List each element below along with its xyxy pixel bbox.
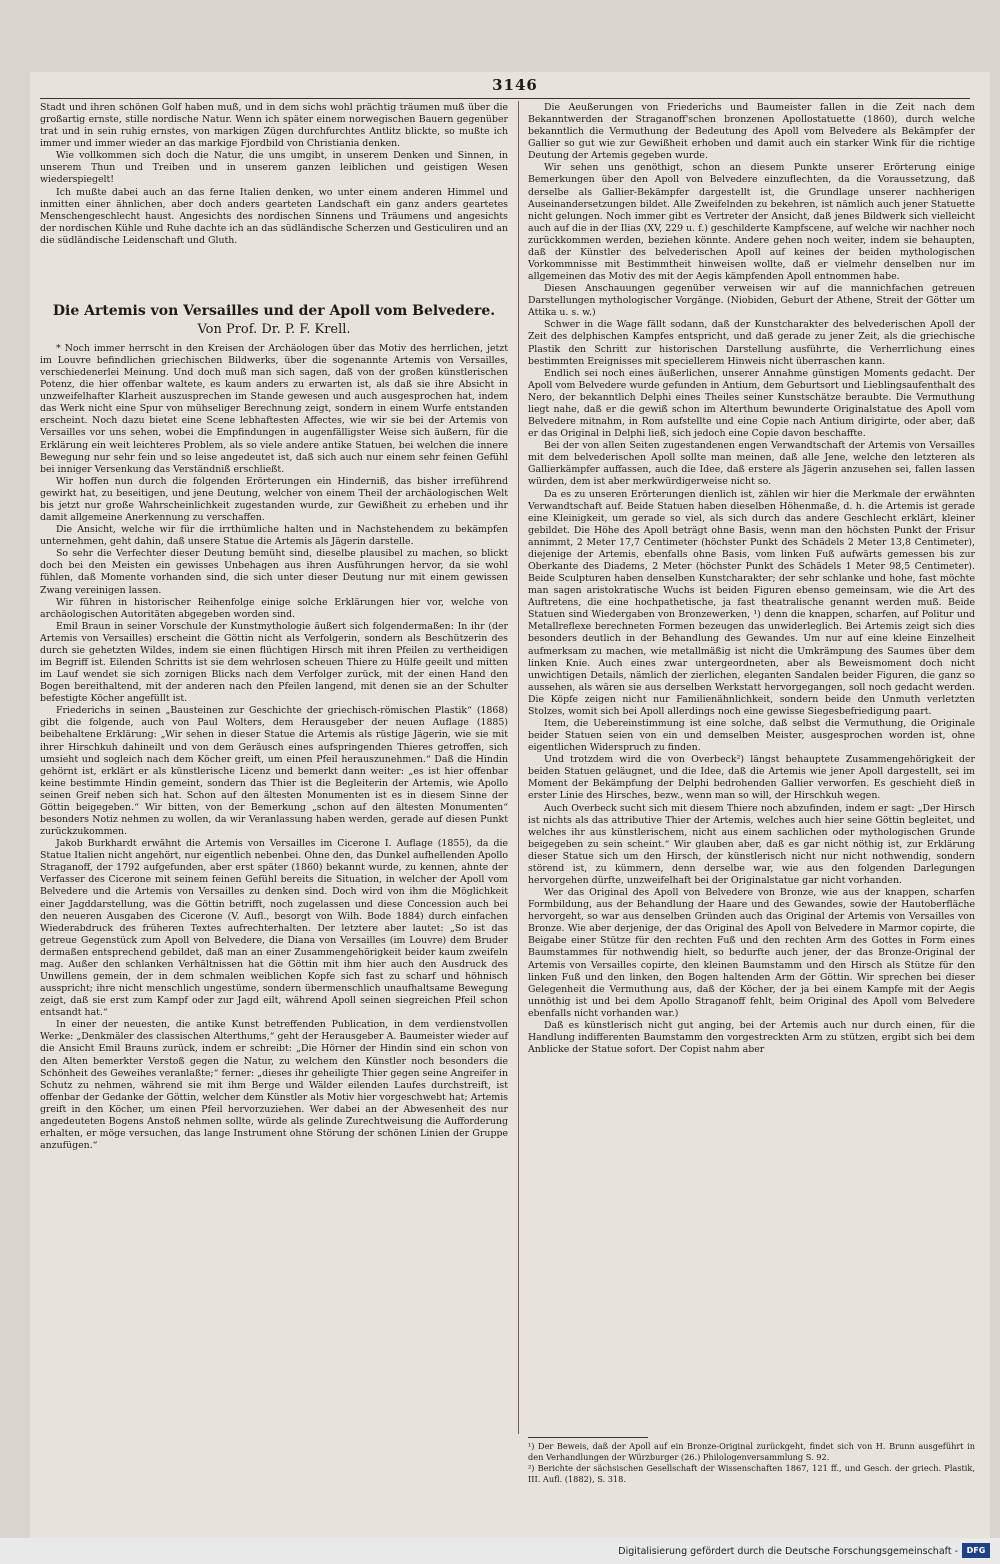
paragraph: Jakob Burkhardt erwähnt die Artemis von Versailles im Cicerone I. Auflage (1855), da die Statue Italien nicht angehört, nur eigentlich nebenbei. Ohne den, das Dunkel aufhellenden Apollo Straganoff, der 1792 aufgefunden, aber erst später (1860) bekannt wurde, zu kennen, ahnte der Verfasser des Cicerone mit seinem feinen Gefühl bereits die Situation, in welcher der Apoll vom Belvedere und die Artemis von Versailles zu denken sind. Doch wird von ihm die Möglichkeit einer Jagddarstellung, was die Göttin betrifft, noch zugelassen und diese Concession auch bei den neueren Ausgaben des Cicerone (V. Aufl., besorgt von Wilh. Bode 1884) durch einfachen Wiederabdruck des früheren Textes aufrechterhalten. Der letztere aber lautet: „So ist das getreue Gegenstück zum Apoll von Belvedere, die Diana von Versailles (im Louvre) dem Bruder dermaßen entsprechend gebildet, daß man an einer Zusammengehörigkeit beider kaum zweifeln mag. Außer den schlanken Verhältnissen hat die Göttin mit ihm hier auch den Ausdruck des Unwillens gemein, der in dem schmalen weiblichen Kopfe sich fast zu scharf und höhnisch ausspricht; ihre nicht menschlich ungestüme, sondern übermenschlich unaufhaltsame Bewegung zeigt, daß sie erst zum Kampf oder zur Jagd eilt, während Apoll seinen siegreichen Pfeil schon entsandt hat.“ [40, 838, 508, 1019]
paragraph: Wir führen in historischer Reihenfolge einige solche Erklärungen hier vor, welche von archäologischen Autoritäten abgegeben worden sind. [40, 596, 508, 620]
article-author: Von Prof. Dr. P. F. Krell. [197, 321, 351, 337]
paragraph: Die Ansicht, welche wir für die irrthümliche halten und in Nachstehendem zu bekämpfen unternehmen, geht dahin, daß unsere Statue die Artemis als Jägerin darstelle. [40, 524, 508, 548]
paragraph: Endlich sei noch eines äußerlichen, unserer Annahme günstigen Moments gedacht. Der Apoll vom Belvedere wurde gefunden in Antium, dem Geburtsort und Lieblingsaufenthalt des Nero, der bekanntlich Delphi eines Theiles seiner Kunstschätze beraubte. Die Vermuthung liegt nahe, daß er die gewiß schon im Alterthum bewunderte Originalstatue des Apoll vom Belvedere mitnahm, in Rom aufstellte und eine Copie nach Antium dirigirte, oder aber, daß er das Original in Delphi ließ, sich jedoch eine Copie davon beschaffte. [528, 367, 975, 440]
paragraph: Item, die Uebereinstimmung ist eine solche, daß selbst die Vermuthung, die Originale beider Statuen seien von ein und demselben Meister, ausgesprochen worden ist, ohne eigentlichen Widerspruch zu finden. [528, 717, 975, 754]
paragraph: Wer das Original des Apoll von Belvedere von Bronze, wie aus der knappen, scharfen Formbildung, aus der Behandlung der Haare und des Gewandes, sowie der Hautoberfläche hervorgeht, so war aus denselben Gründen auch das Original der Artemis von Versailles von Bronze. Wie aber derjenige, der das Original des Apoll von Belvedere in Marmor copirte, die Beigabe einer Stütze für den rechten Fuß und den rechten Arm des Gottes in Form eines Baumstammes für nothwendig hielt, so bedurfte auch jener, der das Bronze-Original der Artemis von Versailles copirte, den kleinen Baumstamm und den Hirsch als Stütze für den linken Fuß und den linken, den Bogen haltenden Arm der Göttin. Wir sprechen bei dieser Gelegenheit die Vermuthung aus, daß der Köcher, der ja bei einem Kampfe mit der Aegis unnöthig ist und bei dem Apollo Straganoff fehlt, beim Original des Apoll vom Belvedere ebenfalls nicht vorhanden war.) [528, 887, 975, 1019]
paragraph: Stadt und ihren schönen Golf haben muß, und in dem sichs wohl prächtig träumen muß über die großartig ernste, stille nordische Natur. Wenn ich später einem norwegischen Bauern gegenüber trat und in sein ruhig ernstes, von markigen Zügen durchfurchtes Antlitz blickte, so mußte ich immer und immer wieder an das markige Fjordbild von Christiania denken. [40, 102, 508, 150]
header-rule [40, 98, 970, 99]
footnote: ¹) Der Beweis, daß der Apoll auf ein Bronze-Original zurückgeht, findet sich von H. Brunn ausgeführt in den Verhandlungen der Würzburger (26.) Philologenversammlung S. 92. [528, 1441, 975, 1462]
left-column [40, 102, 508, 1152]
footnotes [528, 1441, 975, 1485]
article-title: Die Artemis von Versailles und der Apoll vom Belvedere. [52, 302, 496, 319]
right-column [528, 102, 975, 1056]
paragraph: Daß es künstlerisch nicht gut anging, bei der Artemis auch nur durch einen, für die Handlung indifferenten Baumstamm den vorgestreckten Arm zu stützen, ergibt sich bei dem Anblicke der Statue sofort. Der Copist nahm aber [528, 1019, 975, 1056]
footnote: ²) Berichte der sächsischen Gesellschaft der Wissenschaften 1867, 121 ff., und Gesch. der griech. Plastik, III. Aufl. (1882), S. 318. [528, 1463, 975, 1484]
section-gap [40, 247, 508, 303]
paragraph: So sehr die Verfechter dieser Deutung bemüht sind, dieselbe plausibel zu machen, so blickt doch bei den Meisten ein gewisses Unbehagen aus ihren Ausführungen hervor, da sie wohl fühlen, daß Momente vorhanden sind, die sich unter dieser Deutung nur mit einem gewissen Zwang vereinigen lassen. [40, 548, 508, 596]
paragraph: Schwer in die Wage fällt sodann, daß der Kunstcharakter des belvederischen Apoll der Zeit des delphischen Kampfes entspricht, und daß gerade zu jener Zeit, als die griechische Plastik den Schritt zur historischen Darstellung ausführte, die Verherrlichung eines bestimmten Ereignisses mit speciellerem Hinweis nicht überraschen kann. [528, 319, 975, 367]
paragraph: Wir hoffen nun durch die folgenden Erörterungen ein Hinderniß, das bisher irreführend gewirkt hat, zu beseitigen, und jene Deutung, welcher von einem Theil der archäologischen Welt bis jetzt nur große Wahrscheinlichkeit zugestanden wurde, zur Gewißheit zu erheben und ihr damit allgemeine Anerkennung zu verschaffen. [40, 475, 508, 524]
paragraph: Da es zu unseren Erörterungen dienlich ist, zählen wir hier die Merkmale der erwähnten Verwandtschaft auf. Beide Statuen haben dieselben Höhenmaße, d. h. die Artemis ist gerade eine Kleinigkeit, um gerade so viel, als sich durch das andere Geschlecht erklärt, kleiner gebildet. Die Höhe des Apoll beträgt ohne Basis, wenn man den höchsten Punkt der Frisur annimmt, 2 Meter 17,7 Centimeter (höchster Punkt des Schädels 2 Meter 13,8 Centimeter), diejenige der Artemis, ebenfalls ohne Basis, vom linken Fuß aufwärts gemessen bis zur Oberkante des Diadems, 2 Meter (höchster Punkt des Schädels 1 Meter 98,5 Centimeter). Beide Sculpturen haben denselben Kunstcharakter; der sehr schlanke und hohe, fast möchte man sagen aristokratische Wuchs ist beiden Figuren ebenso gemeinsam, wie die Art des Auftretens, die eine hochpathetische, ja fast theatralische genannt werden muß. Beide Statuen sind Wiedergaben von Bronzewerken, ¹) denn die knappen, scharfen, auf Politur und Metallreflexe berechneten Formen bezeugen das unwiderleglich. Bei Artemis zeigt sich dies besonders deutlich in der Behandlung des Gewandes. Um nur auf eine kleine Einzelheit aufmerksam zu machen, wie metallmäßig ist nicht die Umkrämpung des Saumes über dem linken Knie. Auch eines zwar untergeordneten, aber als Beweismoment doch nicht unwichtigen Details, nämlich der zierlichen, eleganten Sandalen beider Figuren, die ganz so aussehen, als wären sie aus derselben Werkstatt hervorgegangen, soll noch gedacht werden. Die Köpfe zeigen nicht nur Familienähnlichkeit, sondern beide den Unmuth verletzten Stolzes, womit sich bei Apoll allerdings noch eine gewisse Siegesbefriedigung paart. [528, 488, 975, 717]
footer-credit: Digitalisierung gefördert durch die Deutsche Forschungsgemeinschaft - [618, 1546, 958, 1557]
paragraph: In einer der neuesten, die antike Kunst betreffenden Publication, in dem verdienstvollen Werke: „Denkmäler des classischen Alterthums,“ geht der Herausgeber A. Baumeister wieder auf die Ansicht Emil Brauns zurück, indem er schreibt: „Die Hörner der Hindin sind ein schon von den Alten bemerkter Verstoß gegen die Natur, zu welchem den Künstler noch besonders die Schönheit des Geweihes veranlaßte;“ ferner: „dieses ihr geheiligte Thier gegen seine Angreifer in Schutz zu nehmen, während sie mit ihm Berge und Wälder eilenden Laufes durchstreift, ist offenbar der Gedanke der Göttin, welcher dem Künstler als Motiv hier vorgeschwebt hat; Artemis greift in den Köcher, um einen Pfeil hervorzuziehen. Wer dabei an der Abwesenheit des nur angedeuteten Bogens Anstoß nehmen sollte, würde als gelinde Zurechtweisung die Aufforderung erhalten, er möge versuchen, das lange Instrument ohne Störung der schönen Linien der Gruppe anzufügen.“ [40, 1019, 508, 1152]
paragraph: Diesen Anschauungen gegenüber verweisen wir auf die mannichfachen getreuen Darstellungen mythologischer Vorgänge. (Niobiden, Geburt der Athene, Streit der Götter um Attika u. s. w.) [528, 283, 975, 319]
paragraph: Emil Braun in seiner Vorschule der Kunstmythologie äußert sich folgendermaßen: In ihr (der Artemis von Versailles) erscheint die Göttin nicht als Verfolgerin, sondern als Beschützerin des durch sie gehetzten Wildes, indem sie einen flüchtigen Hirsch mit ihren Pfeilen zu vertheidigen im Begriff ist. Eilenden Schritts ist sie dem wehrlosen scheuen Thiere zu Hülfe geeilt und mitten im Lauf wendet sie sich zornigen Blicks nach dem Verfolger zurück, mit der einen Hand den Bogen bereithaltend, mit der anderen nach den Pfeilen langend, mit denen sie an der Schulter befestigte Köcher angefüllt ist. [40, 620, 508, 705]
footnote-rule [528, 1437, 648, 1438]
page-number: 3146 [492, 76, 538, 94]
paragraph: Wie vollkommen sich doch die Natur, die uns umgibt, in unserem Denken und Sinnen, in unserem Thun und Treiben und in unserem ganzen leiblichen und geistigen Wesen wiederspiegelt! [40, 150, 508, 186]
paragraph: Wir sehen uns genöthigt, schon an diesem Punkte unserer Erörterung einige Bemerkungen über den Apoll von Belvedere einzuflechten, da die Voraussetzung, daß derselbe als Gallier-Bekämpfer dargestellt ist, die Grundlage unserer nachherigen Auseinandersetzungen bildet. Alle Zweifelnden zu bekehren, ist nämlich auch jener Statuette nicht gelungen. Noch immer gibt es Vertreter der Ansicht, daß jenes Bildwerk sich vielleicht auch auf die in der Ilias (XV, 229 u. f.) geschilderte Kampfscene, auf welche wir nachher noch zurückkommen werden, beziehen könnte. Andere gehen noch weiter, indem sie behaupten, daß der Künstler des belvederischen Apoll auf keines der beiden mythologischen Vorkommnisse mit Bestimmtheit hinweisen wollte, daß er vielmehr denselben nur im allgemeinen das Motiv des mit der Aegis kämpfenden Apoll entnommen habe. [528, 162, 975, 283]
paragraph: Und trotzdem wird die von Overbeck²) längst behauptete Zusammengehörigkeit der beiden Statuen geläugnet, und die Idee, daß die Artemis wie jener Apoll dargestellt, sei im Moment der Bekämpfung der Delphi bedrohenden Gallier verworfen. Es geschieht dieß in erster Linie des Hirsches, bezw., wenn man so will, der Hirschkuh wegen. [528, 754, 975, 802]
paragraph: * Noch immer herrscht in den Kreisen der Archäologen über das Motiv des herrlichen, jetzt im Louvre befindlichen griechischen Bildwerks, über die sogenannte Artemis von Versailles, verschiedenerlei Meinung. Und doch muß man sich sagen, daß von der großen künstlerischen Potenz, die hier offenbar waltete, es kaum anders zu erwarten ist, als daß sie ihre Absicht in unzweifelhafter Klarheit auszusprechen im Stande gewesen und auch ausgesprochen hat, indem das Werk nicht eine Spur von mühseliger Berechnung zeigt, sondern in einem Wurfe entstanden erscheint. Noch dazu bietet eine Scene lebhaftesten Affectes, wie wir sie bei der Artemis von Versailles vor uns sehen, wobei die Empfindungen in augenfälligster Weise sich äußern, für die Erklärung ein weit leichteres Problem, als so viele andere antike Statuen, bei welchen die innere Bewegung nur sehr fein und so leise angedeutet ist, daß sich auch nur einem sehr feinen Gefühl bei inniger Versenkung das Verständniß erschließt. [40, 342, 508, 475]
paragraph: Auch Overbeck sucht sich mit diesem Thiere noch abzufinden, indem er sagt: „Der Hirsch ist nichts als das attributive Thier der Artemis, welches auch hier seine Göttin begleitet, und welches ihr aus künstlerischem, nicht aus einem sachlichen oder mythologischen Grunde beigegeben zu sein scheint.“ Wir glauben aber, daß es gar nicht nöthig ist, zur Erklärung dieser Statue sich um den Hirsch, der künstlerisch nicht nur nicht nothwendig, sondern störend ist, zu kümmern, denn derselbe war, wie aus den folgenden Darlegungen hervorgehen dürfte, unzweifelhaft bei der Originalstatue gar nicht vorhanden. [528, 802, 975, 886]
paragraph: Bei der von allen Seiten zugestandenen engen Verwandtschaft der Artemis von Versailles mit dem belvederischen Apoll sollte man meinen, daß alle Jene, welche den letzteren als Gallierkämpfer auffassen, auch die Idee, daß erstere als Jägerin anzusehen sei, fallen lassen würden, dem ist aber merkwürdigerweise nicht so. [528, 440, 975, 488]
dfg-logo[interactable]: DFG [962, 1543, 990, 1558]
paragraph: Friederichs in seinen „Bausteinen zur Geschichte der griechisch-römischen Plastik“ (1868) gibt die folgende, auch von Paul Wolters, dem Herausgeber der neuen Auflage (1885) beibehaltene Erklärung: „Wir sehen in dieser Statue die Artemis als rüstige Jägerin, wie sie mit ihrer Hirschkuh dahineilt und von dem Geräusch eines aufspringenden Thieres getroffen, sich umsieht und sogleich nach dem Köcher greift, um einen Pfeil herauszunehmen.“ Daß die Hindin gehörnt ist, erklärt er als künstlerische Licenz und bemerkt dann weiter: „es ist hier offenbar keine bestimmte Hindin gemeint, sondern das Thier ist die Begleiterin der Artemis, wie Apollo seinen Greif neben sich hat. Schon auf den ältesten Monumenten ist es in diesem Sinne der Göttin beigegeben.“ Wir bitten, von der Bemerkung „schon auf den ältesten Monumenten“ besonders Notiz nehmen zu wollen, da wir Veranlassung haben werden, gerade auf diesen Punkt zurückzukommen. [40, 705, 508, 838]
column-divider [518, 101, 519, 1434]
paragraph: Ich mußte dabei auch an das ferne Italien denken, wo unter einem anderen Himmel und inmitten einer ähnlichen, aber doch anders gearteten Landschaft ein ganz anders geartetes Menschengeschlecht haust. Angesichts des nordischen Sinnens und Träumens und angesichts der nordischen Kühle und Ruhe dachte ich an das südländische Scherzen und Gesticuliren und an die südländische Leidenschaft und Gluth. [40, 186, 508, 246]
paragraph: Die Aeußerungen von Friederichs und Baumeister fallen in die Zeit nach dem Bekanntwerden der Straganoff'schen bronzenen Apollostatuette (1860), durch welche bekanntlich die Vermuthung der Bedeutung des Apoll vom Belvedere als Bekämpfer der Gallier so gut wie zur Gewißheit erhoben und damit auch ein starker Wink für die richtige Deutung der Artemis gegeben wurde. [528, 102, 975, 162]
